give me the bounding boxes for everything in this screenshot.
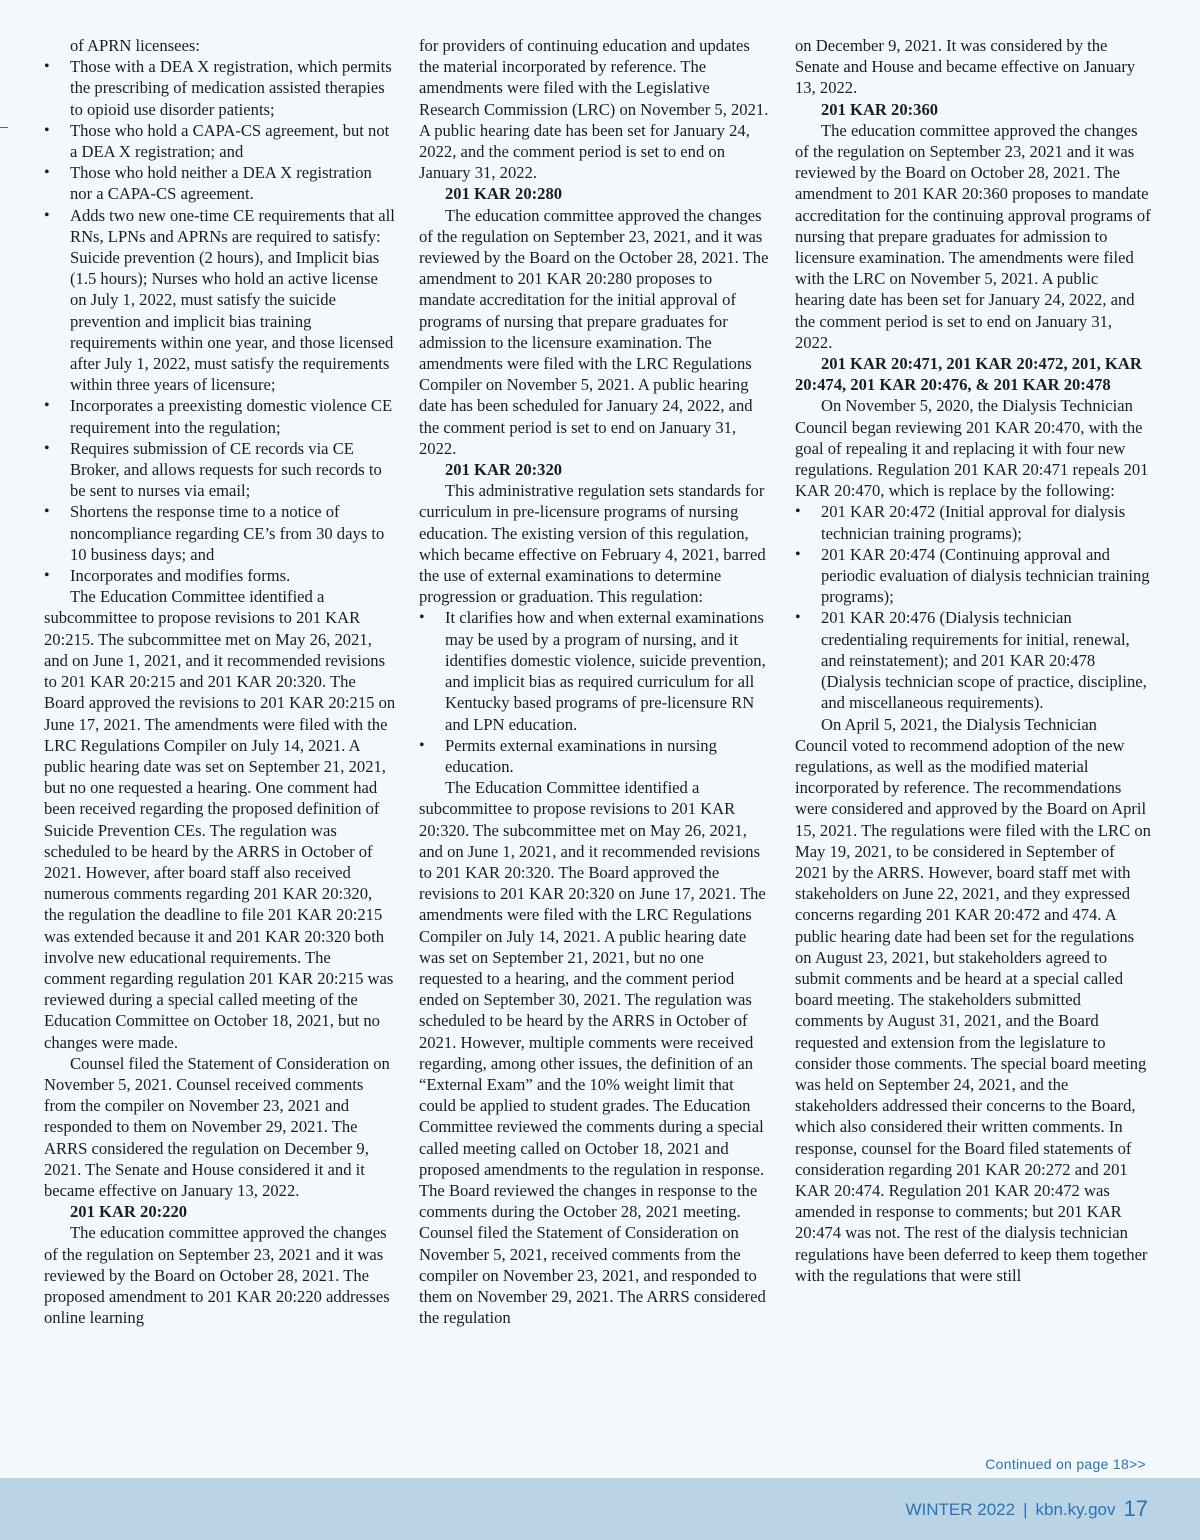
list-item: • Incorporates and modifies forms. bbox=[44, 565, 396, 586]
list-item: • Shortens the response time to a notice of noncompliance regarding CE’s from 30 days to 10 business days; and bbox=[44, 501, 396, 565]
section-heading: 201 KAR 20:220 bbox=[70, 1202, 188, 1222]
list-item: • Incorporates a preexisting domestic violence CE requirement into the regulation; bbox=[44, 395, 396, 437]
list-item: • Permits external examinations in nursing education. bbox=[419, 735, 771, 777]
continued-link[interactable]: Continued on page 18>> bbox=[985, 1456, 1146, 1472]
column-2 bbox=[419, 35, 771, 1328]
margin-tick-mark bbox=[0, 127, 8, 128]
paragraph: The Education Committee identified a subcommittee to propose revisions to 201 KAR 20:320. The subcommittee met on May 26, 2021, and on June 1, 2021, and it recommended revisions to 201 KAR 20:320. The Board approved the revisions to 201 KAR 20:320 on June 17, 2021. The amendments were filed with the LRC Regulations Compiler on July 14, 2021. A public hearing date was set on September 21, 2021, but no one requested to a hearing, and the comment period ended on September 30, 2021. The regulation was scheduled to be heard by the ARRS in October of 2021. However, multiple comments were received regarding, among other issues, the definition of an “External Exam” and the 10% weight limit that could be applied to student grades. The Education Committee reviewed the comments during a special called meeting called on October 18, 2021 and proposed amendments to the regulation in response. The Board reviewed the changes in response to the comments during the October 28, 2021 meeting. Counsel filed the Statement of Consideration on November 5, 2021, received comments from the compiler on November 23, 2021, and responded to them on November 29, 2021. The ARRS considered the regulation bbox=[419, 778, 766, 1328]
list-item: • Requires submission of CE records via CE Broker, and allows requests for such records to be sent to nurses via email; bbox=[44, 438, 396, 502]
footer-text bbox=[905, 1496, 1148, 1522]
paragraph: The education committee approved the changes of the regulation on September 23, 2021 and it was reviewed by the Board on October 28, 2021. The amendment to 201 KAR 20:360 proposes to mandate accreditation for the continuing approval programs of nursing that prepare graduates for admission to licensure examination. The amendments were filed with the LRC on November 5, 2021. A public hearing date has been set for January 24, 2022, and the comment period is set to end on January 31, 2022. bbox=[795, 120, 1151, 352]
paragraph: This administrative regulation sets standards for curriculum in pre-licensure programs of nursing education. The existing version of this regulation, which became effective on February 4, 2021, barred the use of external examinations to determine progression or graduation. This regulation: bbox=[419, 481, 766, 607]
paragraph: The Education Committee identified a subcommittee to propose revisions to 201 KAR 20:215. The subcommittee met on May 26, 2021, and on June 1, 2021, and it recommended revisions to 201 KAR 20:215 and 201 KAR 20:320. The Board approved the revisions to 201 KAR 20:215 on June 17, 2021. The amendments were filed with the LRC Regulations Compiler on July 14, 2021. A public hearing date was set on September 21, 2021, but no one requested a hearing. One comment had been received regarding the proposed definition of Suicide Prevention CEs. The regulation was scheduled to be heard by the ARRS in October of 2021. However, after board staff also received numerous comments regarding 201 KAR 20:320, the regulation the deadline to file 201 KAR 20:215 was extended because it and 201 KAR 20:320 both involve new educational requirements. The comment regarding regulation 201 KAR 20:215 was reviewed during a special called meeting of the Education Committee on October 18, 2021, but no changes were made. bbox=[44, 587, 396, 1052]
section-heading: 201 KAR 20:280 bbox=[445, 184, 563, 204]
section-heading: 201 KAR 20:471, 201 KAR 20:472, 201, KAR 20:474, 201 KAR 20:476, & 201 KAR 20:478 bbox=[795, 354, 1142, 395]
paragraph: for providers of continuing education and updates the material incorporated by reference. The amendments were filed with the Legislative Research Commission (LRC) on November 5, 2021. A public hearing date has been set for January 24, 2022, and the comment period is set to end on January 31, 2022. bbox=[419, 36, 769, 183]
list-item: • Adds two new one-time CE requirements that all RNs, LPNs and APRNs are required to satisfy: Suicide prevention (2 hours), and Implicit bias (1.5 hours); Nurses who hold an active license on July 1, 2022, must satisfy the suicide prevention and implicit bias training requirements within one year, and those licensed after July 1, 2022, must satisfy the requirements within three years of licensure; bbox=[44, 205, 396, 396]
section-heading: 201 KAR 20:360 bbox=[821, 99, 939, 119]
site-link[interactable]: kbn.ky.gov bbox=[1035, 1500, 1116, 1519]
list-item: • Those who hold neither a DEA X registration nor a CAPA-CS agreement. bbox=[44, 162, 396, 204]
column-1 bbox=[44, 35, 396, 1328]
list-item: • Those with a DEA X registration, which permits the prescribing of medication assisted therapies to opioid use disorder patients; bbox=[44, 56, 396, 120]
col1-lead-text: of APRN licensees: bbox=[70, 36, 200, 55]
col1-bullet-list bbox=[44, 56, 396, 586]
paragraph: Counsel filed the Statement of Consideration on November 5, 2021. Counsel received comments from the compiler on November 23, 2021 and responded to them on November 29, 2021. The ARRS considered the regulation on December 9, 2021. The Senate and House considered it and it became effective on January 13, 2022. bbox=[44, 1053, 390, 1200]
issue-label: WINTER 2022 bbox=[905, 1500, 1016, 1519]
paragraph: On April 5, 2021, the Dialysis Technician Council voted to recommend adoption of the new regulations, as well as the modified material incorporated by reference. The recommendations were considered and approved by the Board on April 15, 2021. The regulations were filed with the LRC on May 19, 2021, to be considered in September of 2021 by the ARRS. However, board staff met with stakeholders on June 22, 2021, and they expressed concerns regarding 201 KAR 20:472 and 474. A public hearing date had been set for the regulations on August 23, 2021, but stakeholders agreed to submit comments and be heard at a special called board meeting. The stakeholders submitted comments by August 31, 2021, and the Board requested and extension from the legislature to consider those comments. The special board meeting was held on September 24, 2021, and the stakeholders addressed their concerns to the Board, which also considered their written comments. In response, counsel for the Board filed statements of consideration regarding 201 KAR 20:272 and 201 KAR 20:474. Regulation 201 KAR 20:472 was amended in response to comments; but 201 KAR 20:474 was not. The rest of the dialysis technician regulations have been deferred to keep them together with the regulations that were still bbox=[795, 714, 1151, 1285]
col2-bullet-list bbox=[419, 607, 771, 777]
list-item: • 201 KAR 20:474 (Continuing approval and periodic evaluation of dialysis technician training programs); bbox=[795, 544, 1151, 608]
paragraph: On November 5, 2020, the Dialysis Technician Council began reviewing 201 KAR 20:470, with the goal of repealing it and replacing it with four new regulations. Regulation 201 KAR 20:471 repeals 201 KAR 20:470, which is replace by the following: bbox=[795, 396, 1149, 501]
col3-bullet-list bbox=[795, 501, 1151, 713]
paragraph: on December 9, 2021. It was considered by the Senate and House and became effective on January 13, 2022. bbox=[795, 36, 1136, 98]
list-item: • It clarifies how and when external examinations may be used by a program of nursing, and it identifies domestic violence, suicide prevention, and implicit bias as required curriculum for all Kentucky based programs of pre-licensure RN and LPN education. bbox=[419, 607, 771, 734]
column-3 bbox=[795, 35, 1151, 1286]
footer-separator: | bbox=[1023, 1500, 1028, 1519]
section-heading: 201 KAR 20:320 bbox=[445, 460, 563, 480]
footer-bar bbox=[0, 1478, 1200, 1540]
list-item: • 201 KAR 20:472 (Initial approval for dialysis technician training programs); bbox=[795, 501, 1151, 543]
page-number: 17 bbox=[1123, 1496, 1148, 1521]
list-item: • 201 KAR 20:476 (Dialysis technician credentialing requirements for initial, renewal, and reinstatement); and 201 KAR 20:478 (Dialysis technician scope of practice, discipline, and miscellaneous requirements). bbox=[795, 607, 1151, 713]
list-item: • Those who hold a CAPA-CS agreement, but not a DEA X registration; and bbox=[44, 120, 396, 162]
paragraph: The education committee approved the changes of the regulation on September 23, 2021, and it was reviewed by the Board on the October 28, 2021. The amendment to 201 KAR 20:280 proposes to mandate accreditation for the initial approval of programs of nursing that prepare graduates for admission to the licensure examination. The amendments were filed with the LRC Regulations Compiler on November 5, 2021. A public hearing date has been scheduled for January 24, 2022, and the comment period is set to end on January 31, 2022. bbox=[419, 205, 769, 458]
paragraph: The education committee approved the changes of the regulation on September 23, 2021 and it was reviewed by the Board on October 28, 2021. The proposed amendment to 201 KAR 20:220 addresses online learning bbox=[44, 1223, 390, 1328]
